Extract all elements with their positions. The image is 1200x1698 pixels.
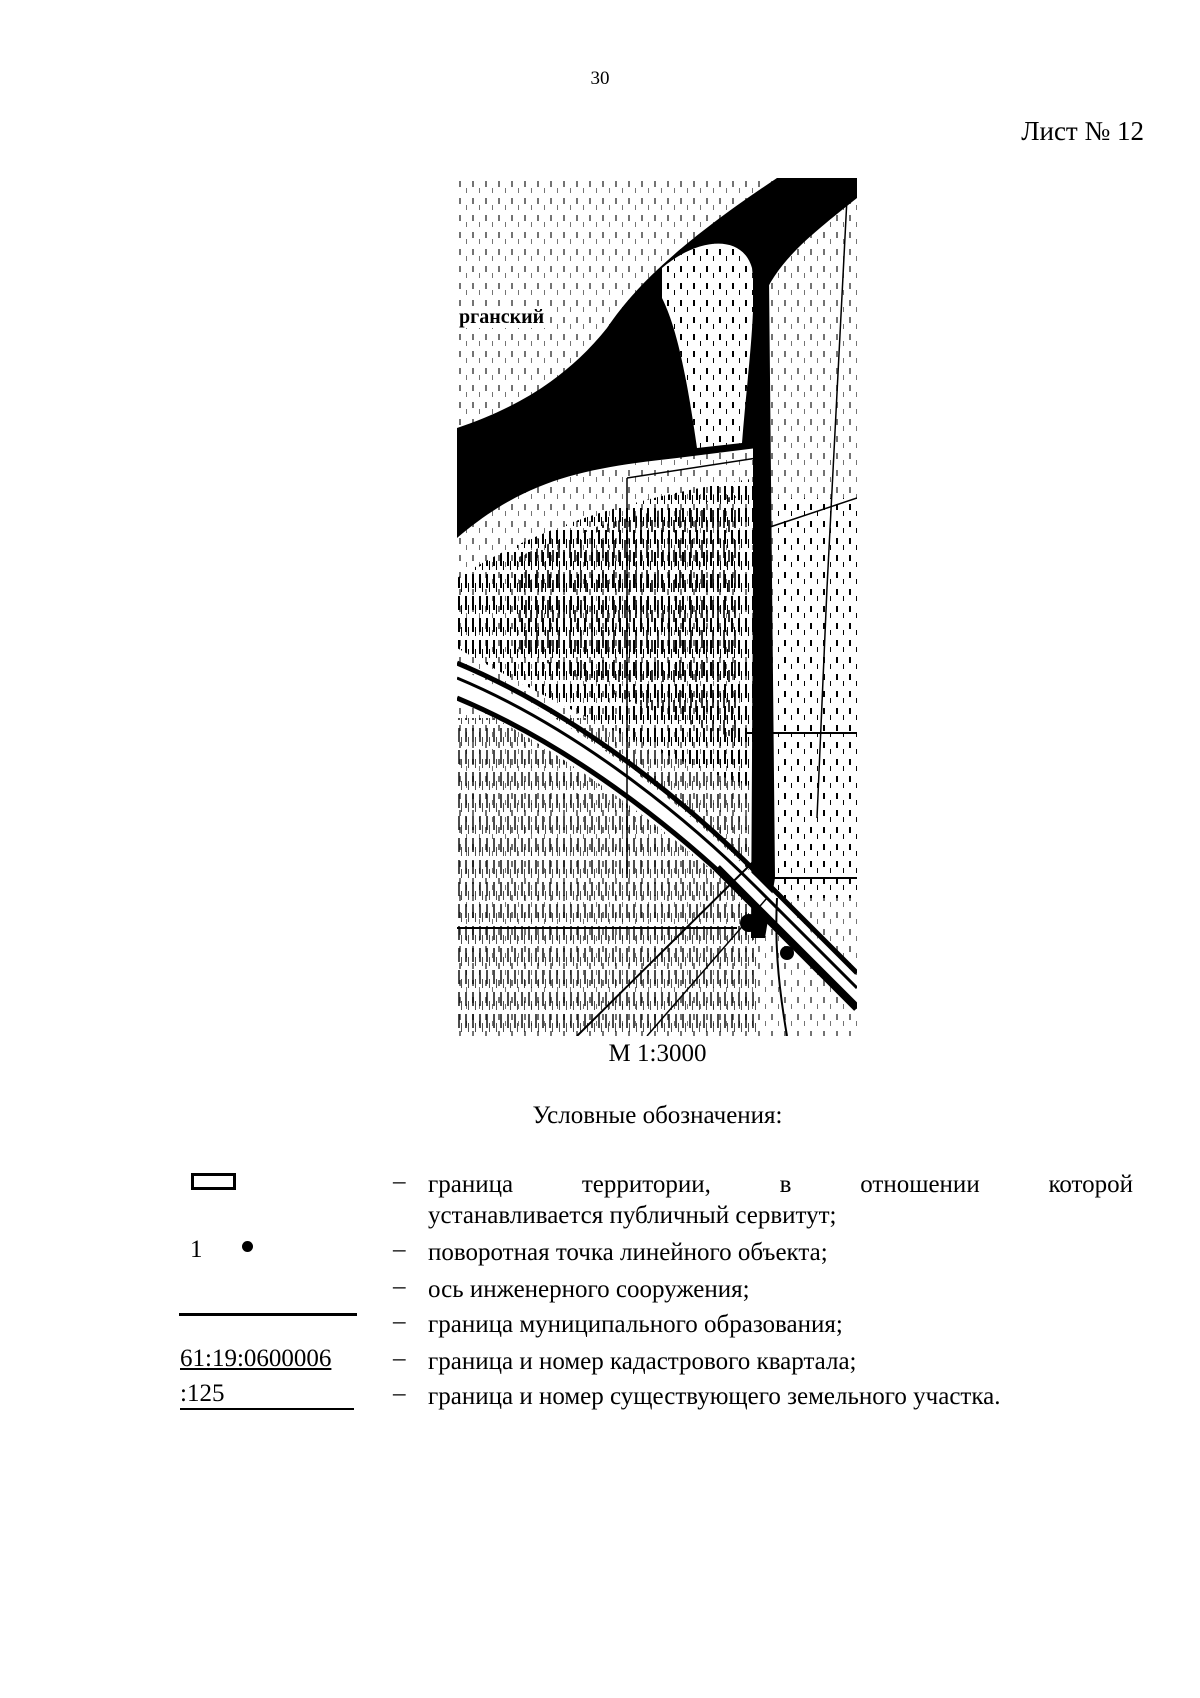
legend-dash: – (393, 1168, 406, 1195)
legend-desc: граница муниципального образования; (428, 1311, 843, 1338)
legend-desc: ось инженерного сооружения; (428, 1276, 750, 1303)
legend-dash: – (393, 1273, 406, 1300)
cadastral-number: 61:19:0600006 (180, 1345, 332, 1372)
legend-dash: – (393, 1345, 406, 1372)
point-dot-icon (242, 1241, 253, 1252)
sheet-label: Лист № 12 (1021, 116, 1144, 146)
legend-dash: – (393, 1236, 406, 1263)
map-image (457, 178, 857, 1036)
legend-desc: поворотная точка линейного объекта; (428, 1239, 828, 1266)
map-scale: М 1:3000 (608, 1040, 707, 1067)
legend-desc: граница территории, в отношении которой (428, 1171, 1133, 1198)
rectangle-outline-icon (191, 1173, 236, 1190)
legend-title: Условные обозначения: (532, 1102, 783, 1129)
legend-desc: устанавливается публичный сервитут; (428, 1202, 837, 1229)
legend-desc: граница и номер существующего земельного участка. (428, 1383, 1001, 1410)
legend-desc: граница и номер кадастрового квартала; (428, 1348, 857, 1375)
map-place-label: рганский (459, 306, 545, 328)
page-number: 30 (590, 68, 610, 89)
legend-dash: – (393, 1308, 406, 1335)
parcel-number: :125 (180, 1380, 354, 1410)
legend-dash: – (393, 1380, 406, 1407)
thick-line-icon (179, 1313, 357, 1316)
point-number: 1 (190, 1236, 203, 1263)
